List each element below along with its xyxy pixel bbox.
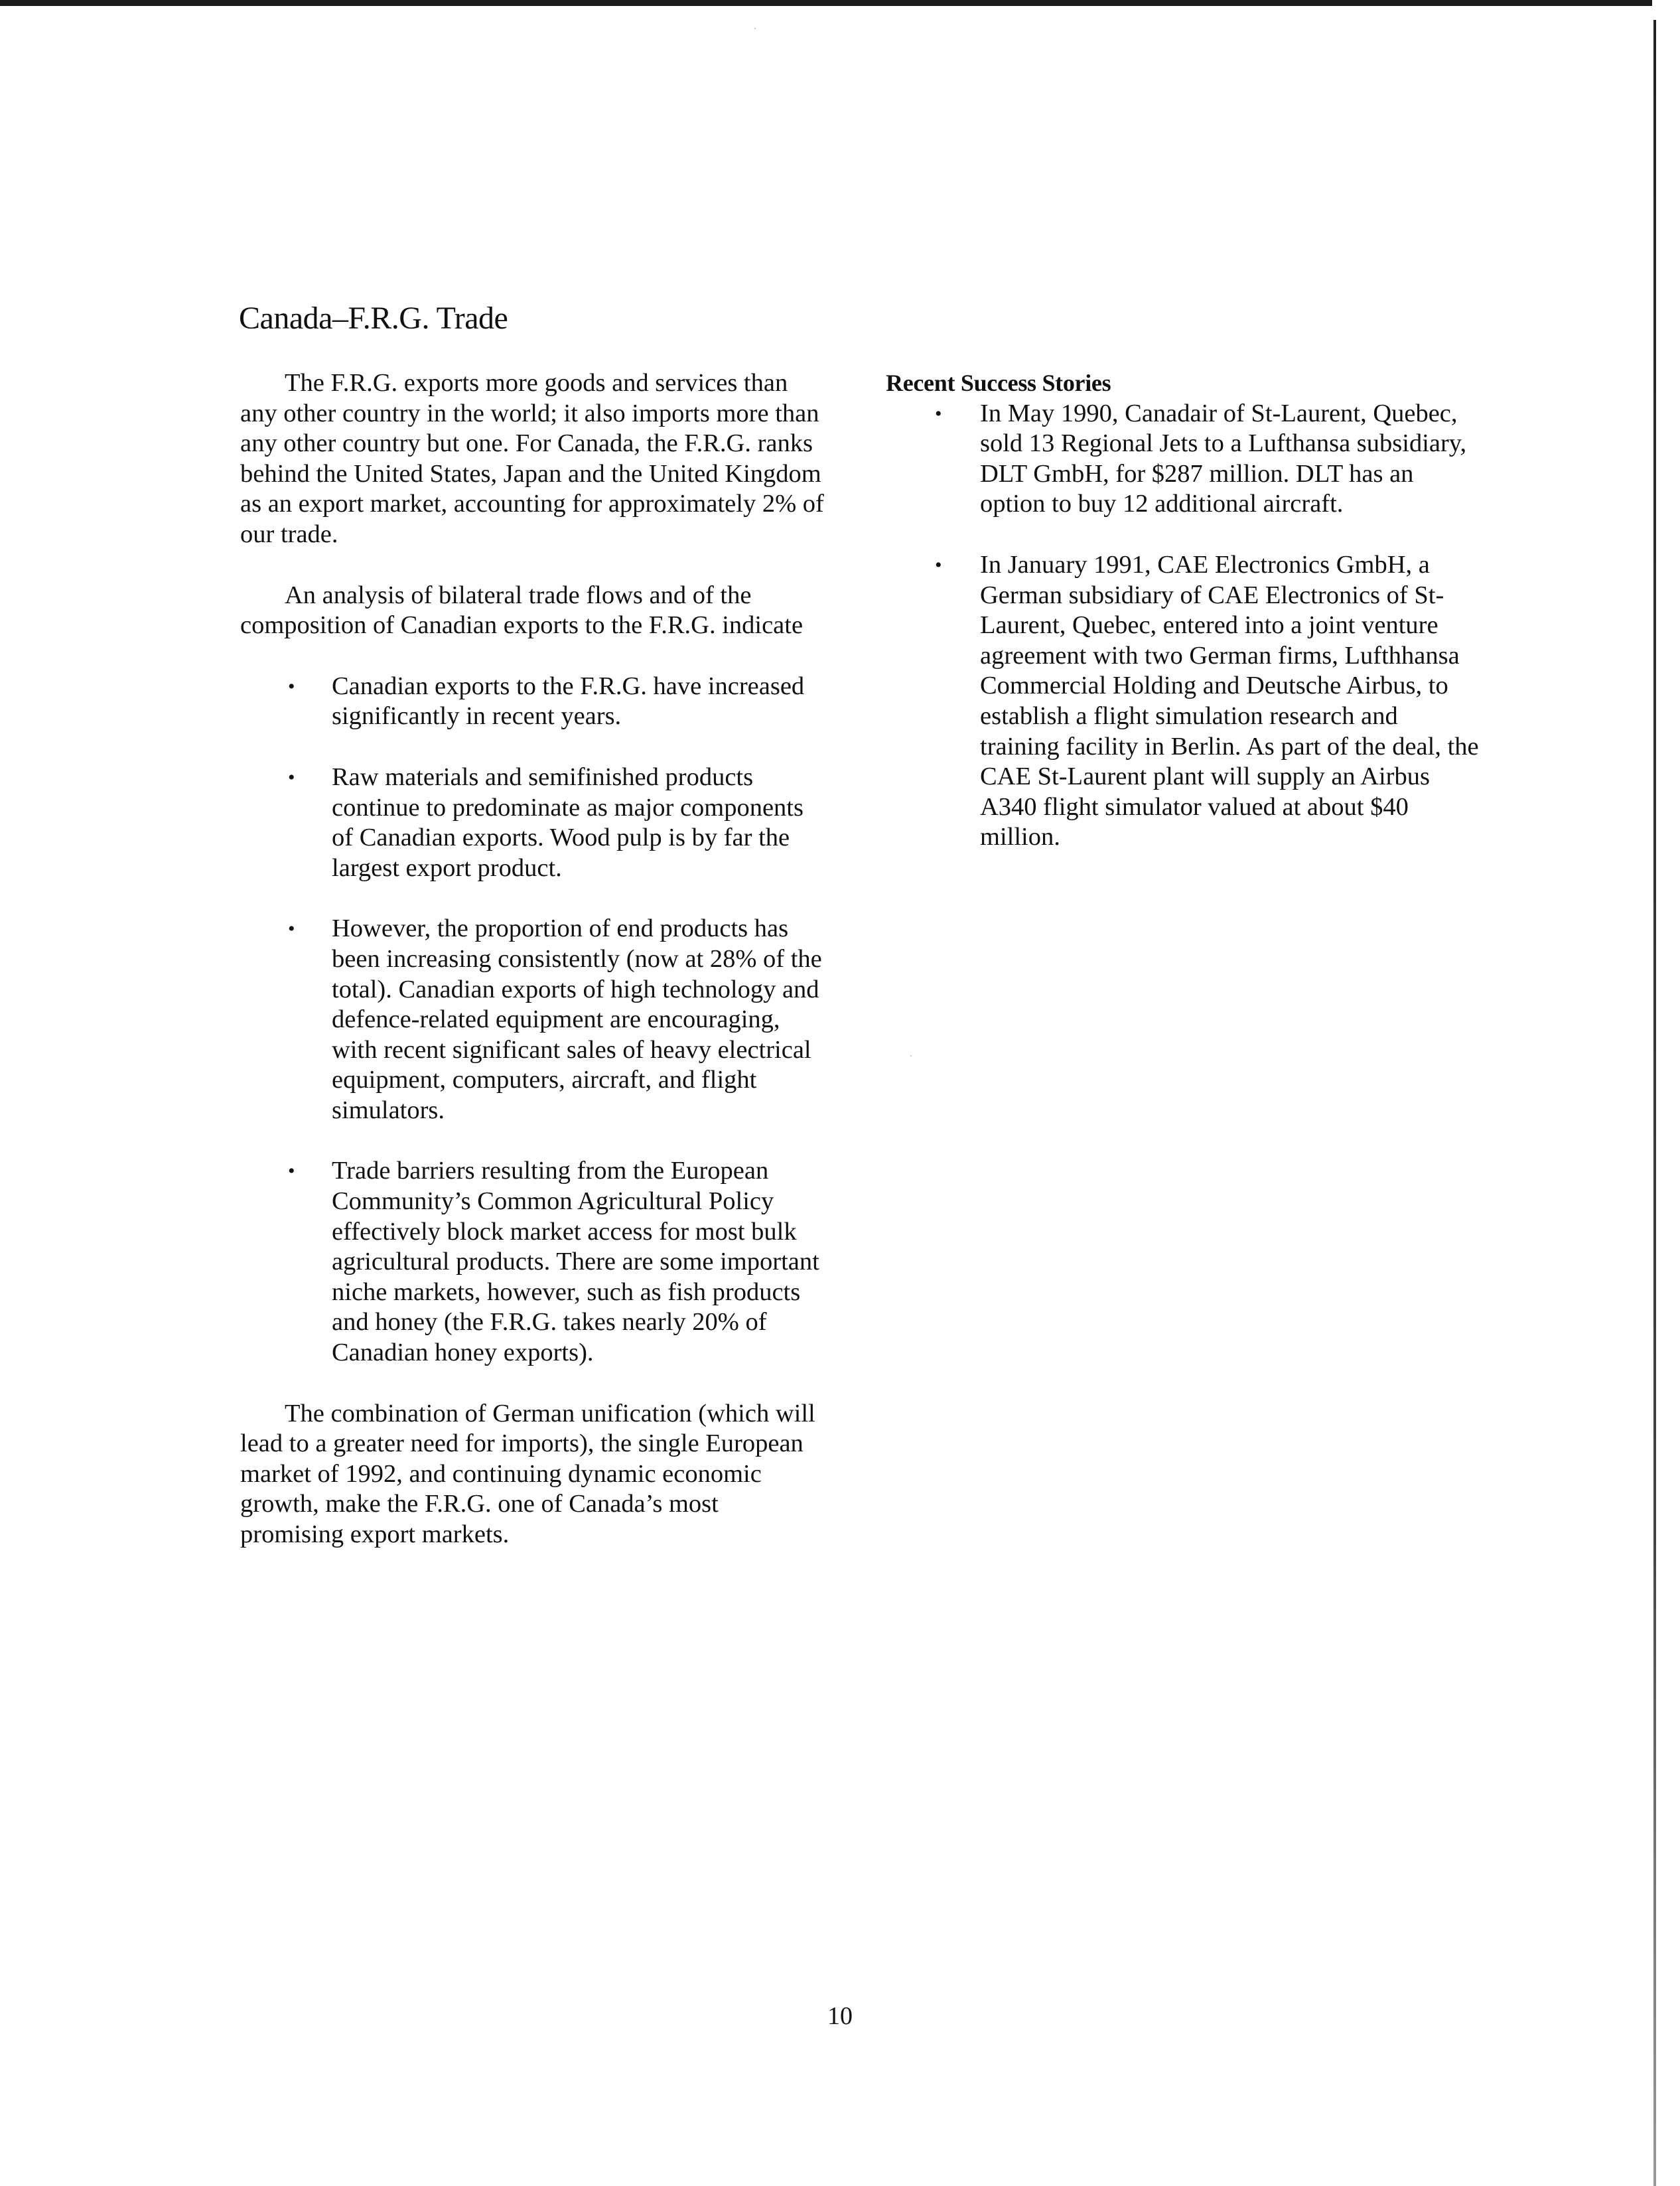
list-item (240, 914, 824, 1126)
list-item-text: Trade barriers resulting from the European Community’s Common Agricultural Policy effectively block market access for most bulk agricultural products. There are some important niche markets, however, such as fish products and honey (the F.R.G. takes nearly 20% of Canadian honey exports). (332, 1157, 819, 1367)
bullet-icon: • (288, 918, 295, 940)
page-title: Canada–F.R.G. Trade (239, 301, 508, 336)
success-stories-list (886, 399, 1483, 853)
bullet-icon: • (935, 553, 942, 576)
list-item (240, 1156, 824, 1368)
scan-speck (754, 28, 756, 29)
top-scan-border (0, 0, 1652, 6)
list-item (886, 550, 1483, 853)
intro-paragraph: The F.R.G. exports more goods and services than any other country in the world; it also imports more than any other country but one. For Canada, the F.R.G. ranks behind the United States, Japan and the United Kingdom as an export market, accounting for approximately 2% of our trade. (240, 369, 824, 548)
right-scan-edge (1653, 20, 1656, 2186)
findings-list (240, 672, 824, 1368)
bullet-icon: • (288, 766, 295, 788)
bullet-icon: • (935, 402, 942, 425)
list-item (240, 672, 824, 732)
list-item-text: In January 1991, CAE Electronics GmbH, a German subsidiary of CAE Electronics of St-Laurent, Quebec, entered into a joint venture agreement with two German firms, Lufthhansa Commercial Holding and Deutsche Airbus, to establish a flight simulation research and training facility in Berlin. As part of the deal, the CAE St-Laurent plant will supply an Airbus A340 flight simulator valued at about $40 million. (980, 550, 1479, 851)
page-number: 10 (827, 2002, 853, 2030)
bullet-icon: • (288, 675, 295, 697)
list-item-text: Raw materials and semifinished products continue to predominate as major components of Canadian exports. Wood pulp is by far the largest export product. (332, 763, 804, 882)
list-item-text: In May 1990, Canadair of St-Laurent, Quebec, sold 13 Regional Jets to a Lufthansa subsidiary, DLT GmbH, for $287 million. DLT has an option to buy 12 additional aircraft. (980, 399, 1467, 518)
bullet-icon: • (288, 1160, 295, 1183)
right-column (886, 368, 1483, 883)
list-item-text: However, the proportion of end products has been increasing consistently (now at 28% of the total). Canadian exports of high technology and defence-related equipment are encouraging, with recent significant sales of heavy electrical equipment, computers, aircraft, and flight simulators. (332, 914, 822, 1124)
section-heading: Recent Success Stories (886, 370, 1111, 396)
closing-paragraph: The combination of German unification (which will lead to a greater need for imports), the single European market of 1992, and continuing dynamic economic growth, make the F.R.G. one of Canada’s most promising export markets. (240, 1399, 815, 1548)
list-item (240, 763, 824, 883)
analysis-paragraph: An analysis of bilateral trade flows and of the composition of Canadian exports to the F.R.G. indicate (240, 581, 804, 640)
list-item-text: Canadian exports to the F.R.G. have increased significantly in recent years. (332, 672, 805, 731)
list-item (886, 399, 1483, 520)
left-column (240, 368, 824, 1581)
scan-speck (910, 1055, 912, 1057)
